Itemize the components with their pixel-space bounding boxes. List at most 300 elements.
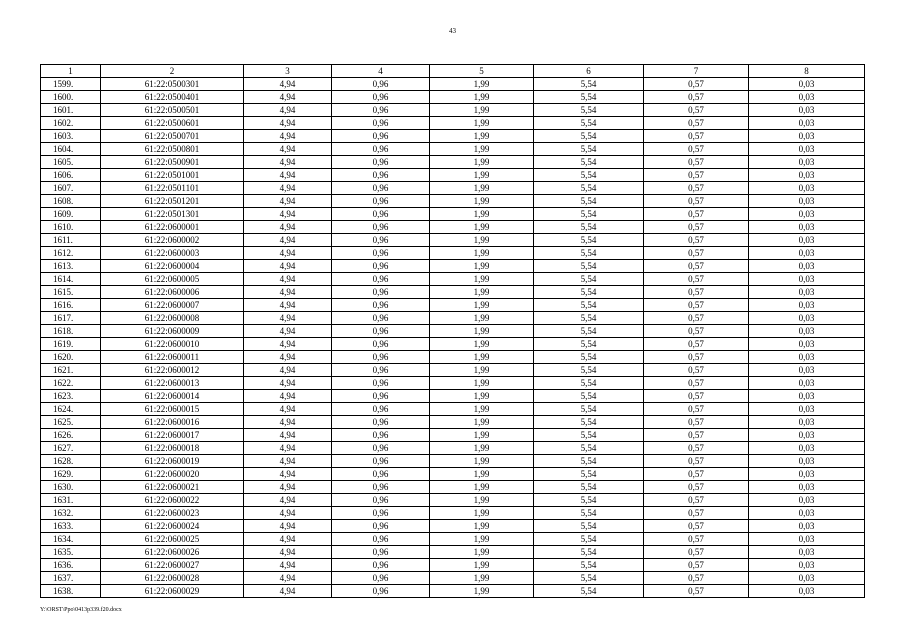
table-cell: 0,57	[644, 117, 749, 130]
table-cell: 1,99	[430, 585, 534, 598]
table-cell: 5,54	[534, 416, 644, 429]
table-row	[41, 377, 865, 390]
table-cell: 0,57	[644, 468, 749, 481]
table-cell: 61:22:0600015	[101, 403, 244, 416]
table-cell: 0,96	[332, 416, 430, 429]
table-cell: 0,96	[332, 377, 430, 390]
table-cell: 4,94	[244, 221, 332, 234]
table-row	[41, 221, 865, 234]
table-cell: 0,96	[332, 91, 430, 104]
table-cell: 0,03	[749, 416, 865, 429]
table-cell: 0,57	[644, 182, 749, 195]
table-cell: 0,03	[749, 520, 865, 533]
table-cell: 0,57	[644, 507, 749, 520]
table-cell: 0,57	[644, 299, 749, 312]
table-cell: 0,03	[749, 299, 865, 312]
table-cell: 5,54	[534, 520, 644, 533]
table-cell: 4,94	[244, 156, 332, 169]
table-cell: 0,96	[332, 260, 430, 273]
table-cell: 0,57	[644, 416, 749, 429]
table-cell: 0,57	[644, 312, 749, 325]
table-cell: 61:22:0600014	[101, 390, 244, 403]
table-cell: 1,99	[430, 507, 534, 520]
table-cell: 0,96	[332, 403, 430, 416]
table-row	[41, 520, 865, 533]
table-cell: 4,94	[244, 143, 332, 156]
table-cell: 5,54	[534, 455, 644, 468]
table-cell: 0,03	[749, 364, 865, 377]
table-cell: 5,54	[534, 299, 644, 312]
table-cell: 0,57	[644, 286, 749, 299]
table-cell: 1637.	[41, 572, 101, 585]
table-cell: 1634.	[41, 533, 101, 546]
table-cell: 4,94	[244, 572, 332, 585]
table-row	[41, 104, 865, 117]
table-cell: 61:22:0500701	[101, 130, 244, 143]
table-cell: 0,57	[644, 351, 749, 364]
table-cell: 61:22:0600029	[101, 585, 244, 598]
table-row	[41, 286, 865, 299]
table-cell: 0,03	[749, 169, 865, 182]
table-cell: 1,99	[430, 143, 534, 156]
table-cell: 5,54	[534, 533, 644, 546]
table-cell: 61:22:0600016	[101, 416, 244, 429]
table-cell: 5,54	[534, 559, 644, 572]
table-cell: 0,57	[644, 91, 749, 104]
table-cell: 0,96	[332, 481, 430, 494]
table-row	[41, 182, 865, 195]
table-cell: 0,57	[644, 143, 749, 156]
table-cell: 0,96	[332, 286, 430, 299]
table-cell: 0,96	[332, 78, 430, 91]
table-cell: 0,03	[749, 143, 865, 156]
table-cell: 0,96	[332, 182, 430, 195]
table-cell: 61:22:0600019	[101, 455, 244, 468]
table-cell: 0,57	[644, 377, 749, 390]
table-cell: 1622.	[41, 377, 101, 390]
table-cell: 0,57	[644, 429, 749, 442]
table-cell: 1604.	[41, 143, 101, 156]
table-cell: 1,99	[430, 104, 534, 117]
table-cell: 0,57	[644, 442, 749, 455]
table-row	[41, 364, 865, 377]
table-cell: 1,99	[430, 520, 534, 533]
table-cell: 61:22:0600011	[101, 351, 244, 364]
table-cell: 61:22:0600009	[101, 325, 244, 338]
table-cell: 0,57	[644, 572, 749, 585]
table-cell: 1620.	[41, 351, 101, 364]
table-row	[41, 312, 865, 325]
table-cell: 1601.	[41, 104, 101, 117]
table-cell: 1,99	[430, 338, 534, 351]
table-body	[41, 78, 865, 598]
table-row	[41, 156, 865, 169]
table-header-row	[41, 65, 865, 78]
table-cell: 4,94	[244, 182, 332, 195]
table-cell: 0,57	[644, 247, 749, 260]
table-cell: 0,96	[332, 117, 430, 130]
table-row	[41, 507, 865, 520]
table-cell: 0,96	[332, 442, 430, 455]
table-cell: 5,54	[534, 143, 644, 156]
table-cell: 61:22:0600001	[101, 221, 244, 234]
table-row	[41, 117, 865, 130]
table-cell: 4,94	[244, 260, 332, 273]
table-cell: 4,94	[244, 299, 332, 312]
table-row	[41, 338, 865, 351]
table-cell: 0,03	[749, 481, 865, 494]
table-cell: 1,99	[430, 390, 534, 403]
table-cell: 5,54	[534, 507, 644, 520]
table-cell: 5,54	[534, 377, 644, 390]
table-cell: 1,99	[430, 377, 534, 390]
table-cell: 0,57	[644, 494, 749, 507]
table-cell: 1,99	[430, 559, 534, 572]
table-cell: 1614.	[41, 273, 101, 286]
table-cell: 0,03	[749, 585, 865, 598]
table-cell: 0,03	[749, 546, 865, 559]
table-row	[41, 455, 865, 468]
table-cell: 4,94	[244, 104, 332, 117]
table-cell: 61:22:0500901	[101, 156, 244, 169]
table-cell: 5,54	[534, 91, 644, 104]
table-cell: 0,57	[644, 338, 749, 351]
table-cell: 1,99	[430, 156, 534, 169]
table-row	[41, 559, 865, 572]
table-row	[41, 325, 865, 338]
table-cell: 61:22:0600006	[101, 286, 244, 299]
table-cell: 5,54	[534, 338, 644, 351]
table-cell: 1638.	[41, 585, 101, 598]
table-cell: 1,99	[430, 312, 534, 325]
table-cell: 0,03	[749, 494, 865, 507]
table-cell: 5,54	[534, 78, 644, 91]
table-cell: 1,99	[430, 169, 534, 182]
table-cell: 1,99	[430, 494, 534, 507]
table-cell: 1606.	[41, 169, 101, 182]
table-cell: 0,96	[332, 143, 430, 156]
column-header: 4	[332, 65, 430, 78]
table-cell: 5,54	[534, 260, 644, 273]
table-cell: 5,54	[534, 208, 644, 221]
table-cell: 1,99	[430, 195, 534, 208]
table-cell: 5,54	[534, 182, 644, 195]
table-cell: 61:22:0600004	[101, 260, 244, 273]
table-cell: 4,94	[244, 234, 332, 247]
table-cell: 4,94	[244, 208, 332, 221]
table-cell: 0,96	[332, 312, 430, 325]
table-cell: 5,54	[534, 325, 644, 338]
table-cell: 61:22:0501201	[101, 195, 244, 208]
table-cell: 61:22:0600028	[101, 572, 244, 585]
table-cell: 0,03	[749, 390, 865, 403]
table-cell: 0,03	[749, 377, 865, 390]
table-cell: 5,54	[534, 546, 644, 559]
table-cell: 1,99	[430, 533, 534, 546]
table-cell: 1615.	[41, 286, 101, 299]
table-cell: 0,96	[332, 234, 430, 247]
table-cell: 61:22:0600023	[101, 507, 244, 520]
table-cell: 1,99	[430, 78, 534, 91]
table-cell: 5,54	[534, 442, 644, 455]
table-cell: 0,03	[749, 247, 865, 260]
table-cell: 0,96	[332, 572, 430, 585]
table-cell: 61:22:0500401	[101, 91, 244, 104]
table-cell: 61:22:0500501	[101, 104, 244, 117]
table-cell: 0,03	[749, 338, 865, 351]
table-cell: 0,96	[332, 429, 430, 442]
table-cell: 0,57	[644, 390, 749, 403]
table-cell: 0,96	[332, 546, 430, 559]
table-cell: 0,03	[749, 429, 865, 442]
table-cell: 0,03	[749, 195, 865, 208]
table-cell: 0,57	[644, 546, 749, 559]
table-cell: 0,03	[749, 286, 865, 299]
table-cell: 0,03	[749, 91, 865, 104]
table-cell: 1602.	[41, 117, 101, 130]
table-cell: 0,57	[644, 364, 749, 377]
table-cell: 1,99	[430, 130, 534, 143]
table-cell: 1633.	[41, 520, 101, 533]
table-cell: 0,57	[644, 156, 749, 169]
table-cell: 0,57	[644, 169, 749, 182]
table-cell: 5,54	[534, 572, 644, 585]
table-cell: 4,94	[244, 416, 332, 429]
table-cell: 1,99	[430, 468, 534, 481]
footer-file-path: Y:\ORST\Ppo\0413p339.f20.docx	[40, 607, 122, 613]
table-cell: 4,94	[244, 325, 332, 338]
table-row	[41, 169, 865, 182]
table-cell: 4,94	[244, 455, 332, 468]
table-cell: 61:22:0600022	[101, 494, 244, 507]
table-cell: 1625.	[41, 416, 101, 429]
table-cell: 1599.	[41, 78, 101, 91]
table-cell: 4,94	[244, 403, 332, 416]
table-cell: 0,57	[644, 130, 749, 143]
table-cell: 1629.	[41, 468, 101, 481]
table-cell: 1,99	[430, 260, 534, 273]
table-cell: 0,03	[749, 104, 865, 117]
table-cell: 4,94	[244, 273, 332, 286]
table-cell: 0,96	[332, 533, 430, 546]
table-cell: 1,99	[430, 455, 534, 468]
table-cell: 0,03	[749, 468, 865, 481]
table-cell: 0,03	[749, 325, 865, 338]
table-cell: 4,94	[244, 442, 332, 455]
table-cell: 5,54	[534, 195, 644, 208]
table-cell: 61:22:0600003	[101, 247, 244, 260]
table-cell: 4,94	[244, 130, 332, 143]
table-cell: 0,96	[332, 338, 430, 351]
table-row	[41, 91, 865, 104]
table-cell: 0,03	[749, 351, 865, 364]
table-cell: 0,96	[332, 156, 430, 169]
table-cell: 1608.	[41, 195, 101, 208]
table-row	[41, 403, 865, 416]
table-cell: 0,03	[749, 78, 865, 91]
column-header: 1	[41, 65, 101, 78]
table-cell: 4,94	[244, 494, 332, 507]
table-cell: 0,57	[644, 559, 749, 572]
table-cell: 0,96	[332, 195, 430, 208]
table-cell: 1,99	[430, 442, 534, 455]
table-cell: 0,03	[749, 182, 865, 195]
table-cell: 5,54	[534, 104, 644, 117]
table-cell: 0,03	[749, 234, 865, 247]
table-cell: 1619.	[41, 338, 101, 351]
table-cell: 1612.	[41, 247, 101, 260]
table-cell: 1628.	[41, 455, 101, 468]
table-cell: 61:22:0600021	[101, 481, 244, 494]
table-cell: 61:22:0501101	[101, 182, 244, 195]
table-cell: 4,94	[244, 468, 332, 481]
column-header: 2	[101, 65, 244, 78]
table-cell: 5,54	[534, 312, 644, 325]
table-cell: 0,96	[332, 130, 430, 143]
data-table	[40, 64, 865, 598]
table-cell: 5,54	[534, 156, 644, 169]
table-cell: 1618.	[41, 325, 101, 338]
table-cell: 4,94	[244, 351, 332, 364]
table-cell: 1,99	[430, 299, 534, 312]
table-cell: 0,03	[749, 260, 865, 273]
table-cell: 5,54	[534, 247, 644, 260]
table-row	[41, 533, 865, 546]
table-cell: 0,96	[332, 390, 430, 403]
table-cell: 61:22:0600010	[101, 338, 244, 351]
table-cell: 1600.	[41, 91, 101, 104]
table-cell: 0,57	[644, 585, 749, 598]
table-cell: 0,57	[644, 533, 749, 546]
table-cell: 0,03	[749, 533, 865, 546]
table-cell: 0,57	[644, 403, 749, 416]
table-cell: 0,96	[332, 559, 430, 572]
table-cell: 0,03	[749, 208, 865, 221]
table-row	[41, 234, 865, 247]
table-cell: 1,99	[430, 91, 534, 104]
table-cell: 1,99	[430, 429, 534, 442]
table-cell: 0,96	[332, 507, 430, 520]
table-cell: 0,57	[644, 234, 749, 247]
table-cell: 4,94	[244, 364, 332, 377]
table-row	[41, 416, 865, 429]
table-cell: 0,96	[332, 520, 430, 533]
table-cell: 4,94	[244, 169, 332, 182]
table-cell: 4,94	[244, 338, 332, 351]
table-cell: 5,54	[534, 364, 644, 377]
table-cell: 61:22:0600013	[101, 377, 244, 390]
table-cell: 1,99	[430, 273, 534, 286]
table-cell: 1,99	[430, 364, 534, 377]
column-header: 8	[749, 65, 865, 78]
table-cell: 0,03	[749, 117, 865, 130]
table-cell: 4,94	[244, 507, 332, 520]
table-cell: 0,57	[644, 195, 749, 208]
table-row	[41, 546, 865, 559]
table-cell: 0,03	[749, 221, 865, 234]
table-cell: 5,54	[534, 351, 644, 364]
table-cell: 1627.	[41, 442, 101, 455]
table-cell: 61:22:0600018	[101, 442, 244, 455]
table-cell: 0,03	[749, 403, 865, 416]
table-cell: 4,94	[244, 312, 332, 325]
table-cell: 1603.	[41, 130, 101, 143]
table-row	[41, 208, 865, 221]
table-cell: 0,96	[332, 104, 430, 117]
table-cell: 1609.	[41, 208, 101, 221]
table-row	[41, 195, 865, 208]
table-cell: 4,94	[244, 286, 332, 299]
table-cell: 0,03	[749, 130, 865, 143]
table-cell: 4,94	[244, 481, 332, 494]
table-cell: 1,99	[430, 208, 534, 221]
table-cell: 4,94	[244, 377, 332, 390]
table-cell: 0,03	[749, 559, 865, 572]
table-cell: 1,99	[430, 325, 534, 338]
table-cell: 61:22:0600017	[101, 429, 244, 442]
table-cell: 4,94	[244, 390, 332, 403]
table-cell: 61:22:0501301	[101, 208, 244, 221]
table-row	[41, 494, 865, 507]
table-cell: 5,54	[534, 403, 644, 416]
table-cell: 4,94	[244, 78, 332, 91]
table-cell: 1607.	[41, 182, 101, 195]
table-cell: 4,94	[244, 520, 332, 533]
table-cell: 4,94	[244, 91, 332, 104]
table-cell: 0,57	[644, 260, 749, 273]
table-cell: 61:22:0500801	[101, 143, 244, 156]
table-cell: 5,54	[534, 286, 644, 299]
table-cell: 5,54	[534, 273, 644, 286]
table-cell: 1,99	[430, 286, 534, 299]
table-row	[41, 351, 865, 364]
table-cell: 1617.	[41, 312, 101, 325]
table-cell: 61:22:0600026	[101, 546, 244, 559]
table-cell: 5,54	[534, 221, 644, 234]
table-cell: 1,99	[430, 182, 534, 195]
table-cell: 61:22:0501001	[101, 169, 244, 182]
table-cell: 0,03	[749, 442, 865, 455]
table-cell: 1,99	[430, 221, 534, 234]
table-row	[41, 260, 865, 273]
table-cell: 4,94	[244, 585, 332, 598]
table-row	[41, 572, 865, 585]
table-cell: 5,54	[534, 117, 644, 130]
table-cell: 1635.	[41, 546, 101, 559]
table-cell: 61:22:0600012	[101, 364, 244, 377]
table-cell: 1616.	[41, 299, 101, 312]
table-cell: 5,54	[534, 585, 644, 598]
table-cell: 4,94	[244, 247, 332, 260]
table-row	[41, 429, 865, 442]
table-row	[41, 442, 865, 455]
table-cell: 0,03	[749, 507, 865, 520]
table-cell: 0,96	[332, 468, 430, 481]
table-row	[41, 247, 865, 260]
column-header: 3	[244, 65, 332, 78]
table-row	[41, 143, 865, 156]
table-cell: 0,57	[644, 221, 749, 234]
table-cell: 0,96	[332, 585, 430, 598]
table-cell: 0,96	[332, 169, 430, 182]
table-cell: 1,99	[430, 234, 534, 247]
table-cell: 1626.	[41, 429, 101, 442]
column-header: 6	[534, 65, 644, 78]
table-cell: 0,96	[332, 351, 430, 364]
column-header: 5	[430, 65, 534, 78]
table-cell: 0,57	[644, 104, 749, 117]
table-cell: 0,96	[332, 221, 430, 234]
